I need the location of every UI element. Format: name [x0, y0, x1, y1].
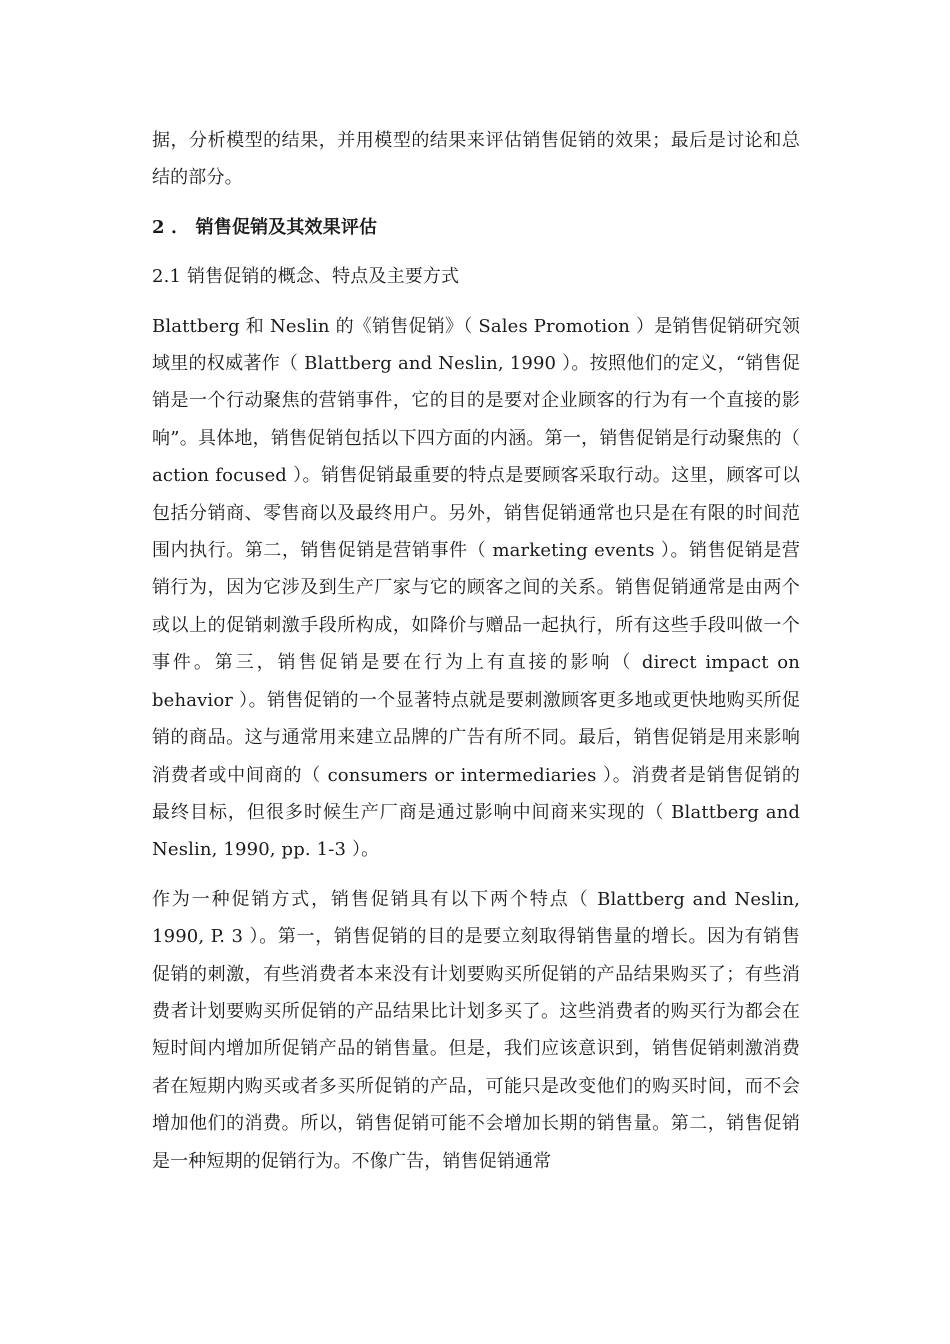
- section-heading: 2 ． 销售促销及其效果评估: [152, 216, 378, 238]
- features-paragraph: 作为一种促销方式，销售促销具有以下两个特点（ Blattberg and Neslin, 1990, P. 3 ）。第一，销售促销的目的是要立刻取得销售量的增长。因为有销售促销的刺激，有些消费者本来没有计划要购买所促销的产品结果购买了；有些消费者计划要购买所促销的产品结果比计划多买了。这些消费者的购买行为都会在短时间内增加所促销产品的销售量。但是，我们应该意识到，销售促销刺激消费者在短期内购买或者多买所促销的产品，可能只是改变他们的购买时间，而不会增加他们的消费。所以，销售促销可能不会增加长期的销售量。第二，销售促销是一种短期的促销行为。不像广告，销售促销通常: [152, 888, 800, 1172]
- subsection-heading: 2.1 销售促销的概念、特点及主要方式: [152, 266, 460, 288]
- definition-paragraph: Blattberg 和 Neslin 的《销售促销》（ Sales Promotion ）是销售促销研究领域里的权威著作（ Blattberg and Neslin, 1990 ）。按照他们的定义，“销售促销是一个行动聚焦的营销事件，它的目的是要对企业顾客的行为有一个直接的影响”。具体地，销售促销包括以下四方面的内涵。第一，销售促销是行动聚焦的（ action focused ）。销售促销最重要的特点是要顾客采取行动。这里，顾客可以包括分销商、零售商以及最终用户。另外，销售促销通常也只是在有限的时间范围内执行。第二，销售促销是营销事件（ marketing events ）。销售促销是营销行为，因为它涉及到生产厂家与它的顾客之间的关系。销售促销通常是由两个或以上的促销刺激手段所构成，如降价与赠品一起执行，所有这些手段叫做一个事件。第三，销售促销是要在行为上有直接的影响（ direct impact on behavior ）。销售促销的一个显著特点就是要刺激顾客更多地或更快地购买所促销的商品。这与通常用来建立品牌的广告有所不同。最后，销售促销是用来影响消费者或中间商的（ consumers or intermediaries ）。消费者是销售促销的最终目标，但很多时候生产厂商是通过影响中间商来实现的（ Blattberg and Neslin, 1990, pp. 1-3 ）。: [152, 315, 800, 861]
- intro-paragraph: 据，分析模型的结果，并用模型的结果来评估销售促销的效果；最后是讨论和总结的部分。: [152, 130, 800, 189]
- document-page: [152, 122, 800, 1180]
